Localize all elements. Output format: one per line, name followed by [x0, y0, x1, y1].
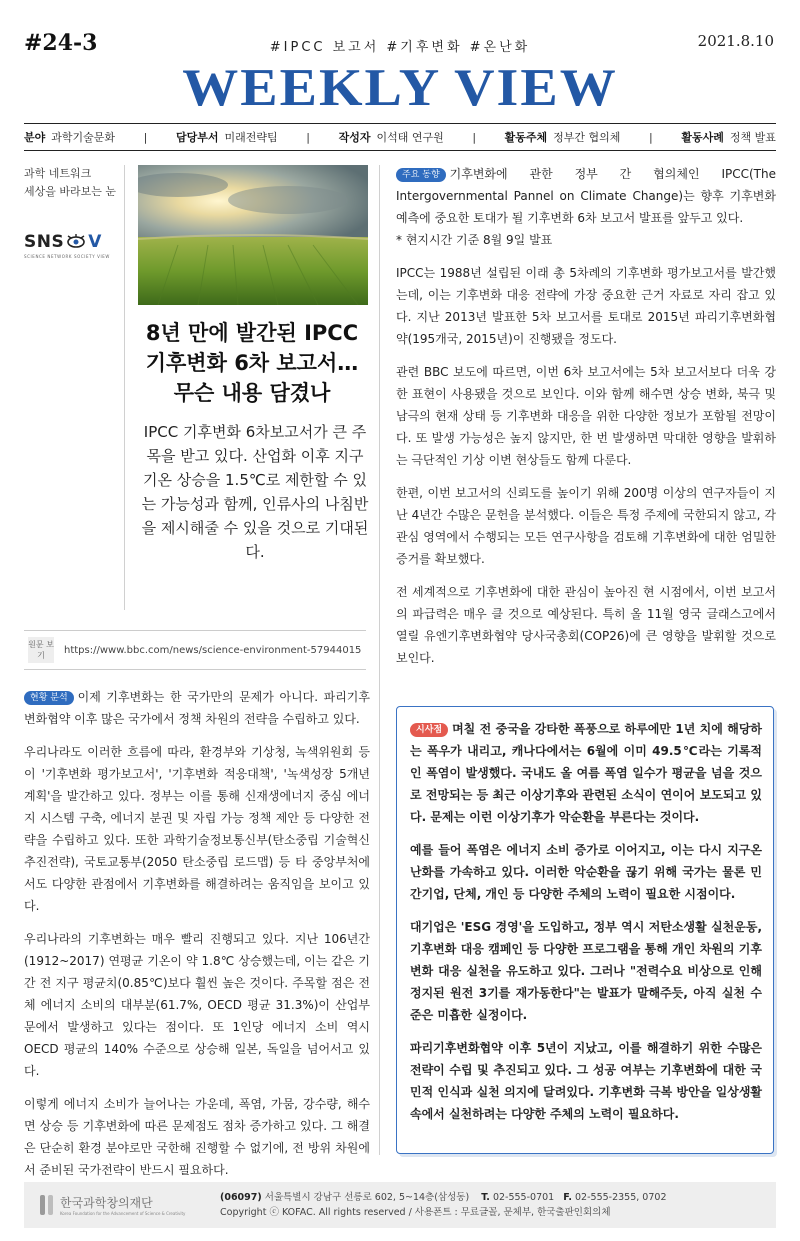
analysis-paragraph: 이렇게 에너지 소비가 늘어나는 가운데, 폭염, 가뭄, 강수량, 해수면 상승 등 기후변화에 따른 문제점도 점차 증가하고 있다. 그 해결은 단순히 환경 분야로만 국한해 진행할 수 없기에, 전 방위 차원에서 준비된 국가전략이 반드시 필요하다. — [24, 1097, 370, 1177]
trend-note: * 현지시간 기준 8월 9일 발표 — [396, 233, 553, 247]
kofac-logo: 한국과학창의재단 Korea Foundation for the Advancement of Science & Creativity — [40, 1193, 220, 1217]
implications-badge: 시사점 — [410, 723, 448, 737]
trend-paragraph: 전 세계적으로 기후변화에 대한 관심이 높아진 현 시점에서, 이번 보고서의 파급력은 매우 클 것으로 예상된다. 특히 올 11월 영국 글래스고에서 열릴 유엔기후변화협약 당사국총회(COP26)에 큰 영향을 발휘할 것으로 보인다. — [396, 585, 776, 665]
analysis-paragraph: 우리나라도 이러한 흐름에 따라, 환경부와 기상청, 녹색위원회 등이 '기후변화 평가보고서', '기후변화 적응대책', '녹색성장 5개년 계획'을 발간하고 있다. 정부는 이를 통해 신재생에너지 중심 에너지 시스템 구축, 에너지 분권 및 자립 가능 정책 제안 등 다양한 전략을 수립하고 있다. 또한 과학기술정보통신부(탄소중립 기술혁신 추진전략), 국토교통부(2050 탄소중립 로드맵) 등 타 중앙부처에서도 다양한 관점에서 기후변화를 해결하려는 움직임을 보이고 있다. — [24, 745, 370, 913]
eye-icon — [65, 234, 87, 248]
issue-date: 2021.8.10 — [697, 32, 774, 50]
column-divider — [379, 165, 380, 1155]
analysis-paragraph: 우리나라의 기후변화는 매우 빨리 진행되고 있다. 지난 106년간(1912~2017) 연평균 기온이 약 1.8℃ 상승했는데, 이는 같은 기간 전 지구 평균치(0.85℃)보다 훨씬 높은 것이다. 주목할 점은 전체 에너지 소비의 대부분(61.7%, OECD 평균 31.3%)이 산업부문에서 발생하고 있다는 점이다. 또 1인당 에너지 소비 역시 OECD 평균의 140% 수준으로 상승해 일본, 독일을 넘어서고 있다. — [24, 932, 370, 1078]
article-summary: IPCC 기후변화 6차보고서가 큰 주목을 받고 있다. 산업화 이후 지구 기온 상승을 1.5℃로 제한할 수 있는 가능성과 함께, 인류사의 나침반을 제시해줄 수 있을 것으로 기대된다. — [141, 423, 369, 561]
sidebar-tagline: 과학 네트워크 세상을 바라보는 눈 — [24, 167, 117, 198]
meta-author: 작성자 이석태 연구원 — [338, 131, 444, 144]
implications-section: 시사점 며칠 전 중국을 강타한 폭풍으로 하루에만 1년 치에 해당하는 폭우가 내리고, 캐나다에서는 6월에 이미 49.5℃라는 기록적인 폭염이 발생했다. 국내도 올 여름 폭염 일수가 평균을 넘을 것으로 전망되는 등 최근 이상기후와 관련된 소식이 연이어 보도되고 있다. 문제는 이런 이상기후가 악순환을 부른다는 것이다. 예를 들어 폭염은 에너지 소비 증가로 이어지고, 이는 다시 지구온난화를 가속하고 있다. 이러한 악순환을 끊기 위해 국가는 물론 민간기업, 단체, 개인 등 다양한 주체의 노력이 필요한 시점이다. 대기업은 'ESG 경영'을 도입하고, 정부 역시 저탄소생활 실천운동, 기후변화 대응 캠페인 등 다양한 프로그램을 통해 개인 차원의 기후변화 대응 실천을 유도하고 있다. 그러나 "전력수요 비상으로 인해 정지된 원전 3기를 재가동한다"는 발표가 말해주듯, 아직 실천 수준은 미흡한 실정이다. 파리기후변화협약 이후 5년이 지났고, 이를 해결하기 위한 수많은 전략이 수립 및 추진되고 있다. 그 성공 여부는 기후변화에 대한 국민적 인식과 실천 의지에 달려있다. 기후변화 극복 방안을 일상생활 속에서 실천하려는 다양한 주체의 노력이 필요하다. — [410, 718, 762, 1136]
implications-paragraph: 파리기후변화협약 이후 5년이 지났고, 이를 해결하기 위한 수많은 전략이 수립 및 추진되고 있다. 그 성공 여부는 기후변화에 대한 국민적 인식과 실천 의지에 달려있다. 기후변화 극복 방안을 일상생활 속에서 실천하려는 다양한 주체의 노력이 필요하다. — [410, 1041, 762, 1121]
meta-separator: | — [143, 130, 148, 144]
sns-view-logo: SNS V SCIENCE NETWORK SOCIETY VIEW — [24, 232, 110, 259]
article-headline: 8년 만에 발간된 IPCC 기후변화 6차 보고서… 무슨 내용 담겼나 — [145, 321, 359, 405]
analysis-badge: 현황 분석 — [24, 691, 74, 705]
meta-case: 활동사례 정책 발표 — [681, 131, 776, 144]
source-url-link[interactable]: https://www.bbc.com/news/science-environment-57944015 — [64, 644, 362, 656]
footer — [24, 1182, 776, 1228]
analysis-section: 현황 분석 이제 기후변화는 한 국가만의 문제가 아니다. 파리기후변화협약 이후 많은 국가에서 정책 차원의 전략을 수립하고 있다. 우리나라도 이러한 흐름에 따라, 환경부와 기상청, 녹색위원회 등이 '기후변화 평가보고서', '기후변화 적응대책', '녹색성장 5개년 계획'을 발간하고 있다. 정부는 이를 통해 신재생에너지 중심 에너지 시스템 구축, 에너지 분권 및 자립 가능 정책 제안 등 다양한 전략을 수립하고 있다. 또한 과학기술정보통신부(탄소중립 기술혁신 추진전략), 국토교통부(2050 탄소중립 로드맵) 등 타 중앙부처에서도 다양한 관점에서 기후변화를 해결하려는 움직임을 보이고 있다. 우리나라의 기후변화는 매우 빨리 진행되고 있다. 지난 106년간(1912~2017) 연평균 기온이 약 1.8℃ 상승했는데, 이는 같은 기간 전 지구 평균치(0.85℃)보다 훨씬 높은 것이다. 주목할 점은 전체 에너지 소비의 대부분(61.7%, OECD 평균 31.3%)이 산업부문에서 발생하고 있다는 점이다. 또 1인당 에너지 소비 역시 OECD 평균의 140% 수준으로 상승해 일본, 독일을 넘어서고 있다. 이렇게 에너지 소비가 늘어나는 가운데, 폭염, 가뭄, 강수량, 해수면 상승 등 기후변화에 따른 문제점도 점차 증가하고 있다. 그 해결은 단순히 환경 분야로만 국한해 진행할 수 없기에, 전 방위 차원에서 준비된 국가전략이 반드시 필요하다. — [24, 686, 370, 1192]
meta-org: 활동주체 정부간 협의체 — [504, 131, 621, 144]
newsletter-title: WEEKLY VIEW — [182, 58, 618, 118]
lead-divider — [124, 165, 125, 610]
meta-dept: 담당부서 미래전략팀 — [175, 131, 278, 144]
meta-separator: | — [472, 130, 477, 144]
meta-field: 분야 과학기술문화 — [24, 131, 116, 144]
meta-bar — [24, 126, 776, 148]
footer-info: (06097) 서울특별시 강남구 선릉로 602, 5~14층(삼성동) T. 02-555-0701 F. 02-555-2355, 0702 Copyright ⓒ KOFAC. All rights reserved / 사용폰트 : 무료글꼴, 문체부, 한국출판인회의체 — [220, 1192, 667, 1218]
meta-separator: | — [649, 130, 653, 144]
implications-paragraph: 대기업은 'ESG 경영'을 도입하고, 정부 역시 저탄소생활 실천운동, 기후변화 대응 캠페인 등 다양한 프로그램을 통해 개인 차원의 기후변화 대응 실천을 유도하고 있다. 그러나 "전력수요 비상으로 인해 정지된 원전 3기를 재가동한다"는 발표가 말해주듯, 아직 실천 수준은 미흡한 실정이다. — [410, 920, 762, 1022]
implications-paragraph: 예를 들어 폭염은 에너지 소비 증가로 이어지고, 이는 다시 지구온난화를 가속하고 있다. 이러한 악순환을 끊기 위해 국가는 물론 민간기업, 단체, 개인 등 다양한 주체의 노력이 필요한 시점이다. — [410, 843, 762, 901]
header-rule-bottom — [24, 150, 776, 151]
kofac-mark-icon — [40, 1193, 54, 1217]
trend-paragraph: 한편, 이번 보고서의 신뢰도를 높이기 위해 200명 이상의 연구자들이 지난 4년간 수많은 문헌을 분석했다. 이들은 특정 주제에 국한되지 않고, 각 관심 영역에서 수행되는 모든 연구사항을 검토해 기후변화에 대한 엄밀한 증거를 확보했다. — [396, 486, 776, 566]
header-rule-top — [24, 123, 776, 124]
trend-section: 주요 동향 기후변화에 관한 정부 간 협의체인 IPCC(The Intergovernmental Pannel on Climate Change)는 향후 기후변화 예측에 중요한 토대가 될 기후변화 6차 보고서 발표를 앞두고 있다. * 현지시간 기준 8월 9일 발표 IPCC는 1988년 설립된 이래 총 5차례의 기후변화 평가보고서를 발간했는데, 이는 기후변화 대응 전략에 가장 중요한 근거 자료로 자리 잡고 있다. 지난 2013년 발표한 5차 보고서를 토대로 2015년 파리기후변화협약(195개국, 2015년)이 진행됐을 정도다. 관련 BBC 보도에 따르면, 이번 6차 보고서에는 5차 보고서보다 더욱 강한 표현이 사용됐을 것으로 보인다. 이와 함께 해수면 상승 변화, 북극 및 남극의 현재 상태 등 기후변화 대응을 위한 다양한 정보가 포함될 전망이다. 또 발생 가능성은 높지 않지만, 한 번 발생하면 막대한 영향을 발휘하는 극단적인 기상 이변 현상들도 함께 다룬다. 한편, 이번 보고서의 신뢰도를 높이기 위해 200명 이상의 연구자들이 지난 4년간 수많은 문헌을 분석했다. 이들은 특정 주제에 국한되지 않고, 각 관심 영역에서 수행되는 모든 연구사항을 검토해 기후변화에 대한 엄밀한 증거를 확보했다. 전 세계적으로 기후변화에 대한 관심이 높아진 현 시점에서, 이번 보고서의 파급력은 매우 클 것으로 예상된다. 특히 올 11월 영국 글래스고에서 열릴 유엔기후변화협약 당사국총회(COP26)에 큰 영향을 발휘할 것으로 보인다. — [396, 163, 776, 680]
trend-paragraph: 관련 BBC 보도에 따르면, 이번 6차 보고서에는 5차 보고서보다 더욱 강한 표현이 사용됐을 것으로 보인다. 이와 함께 해수면 상승 변화, 북극 및 남극의 현재 상태 등 기후변화 대응을 위한 다양한 정보가 포함될 전망이다. 또 발생 가능성은 높지 않지만, 한 번 발생하면 막대한 영향을 발휘하는 극단적인 기상 이변 현상들도 함께 다룬다. — [396, 365, 776, 467]
source-tag: 원문 보기 — [28, 637, 54, 663]
source-link-box[interactable] — [24, 630, 366, 670]
copyright: Copyright ⓒ KOFAC. All rights reserved / 사용폰트 : 무료글꼴, 문체부, 한국출판인회의체 — [220, 1207, 611, 1218]
meta-separator: | — [306, 130, 310, 144]
hashtags: #IPCC 보고서 #기후변화 #온난화 — [269, 40, 531, 55]
issue-number: #24-3 — [24, 30, 98, 56]
wheat-field-photo — [138, 165, 368, 305]
trend-badge: 주요 동향 — [396, 168, 446, 182]
trend-paragraph: IPCC는 1988년 설립된 이래 총 5차례의 기후변화 평가보고서를 발간했는데, 이는 기후변화 대응 전략에 가장 중요한 근거 자료로 자리 잡고 있다. 지난 2013년 발표한 5차 보고서를 토대로 2015년 파리기후변화협약(195개국, 2015년)이 진행됐을 정도다. — [396, 266, 776, 346]
